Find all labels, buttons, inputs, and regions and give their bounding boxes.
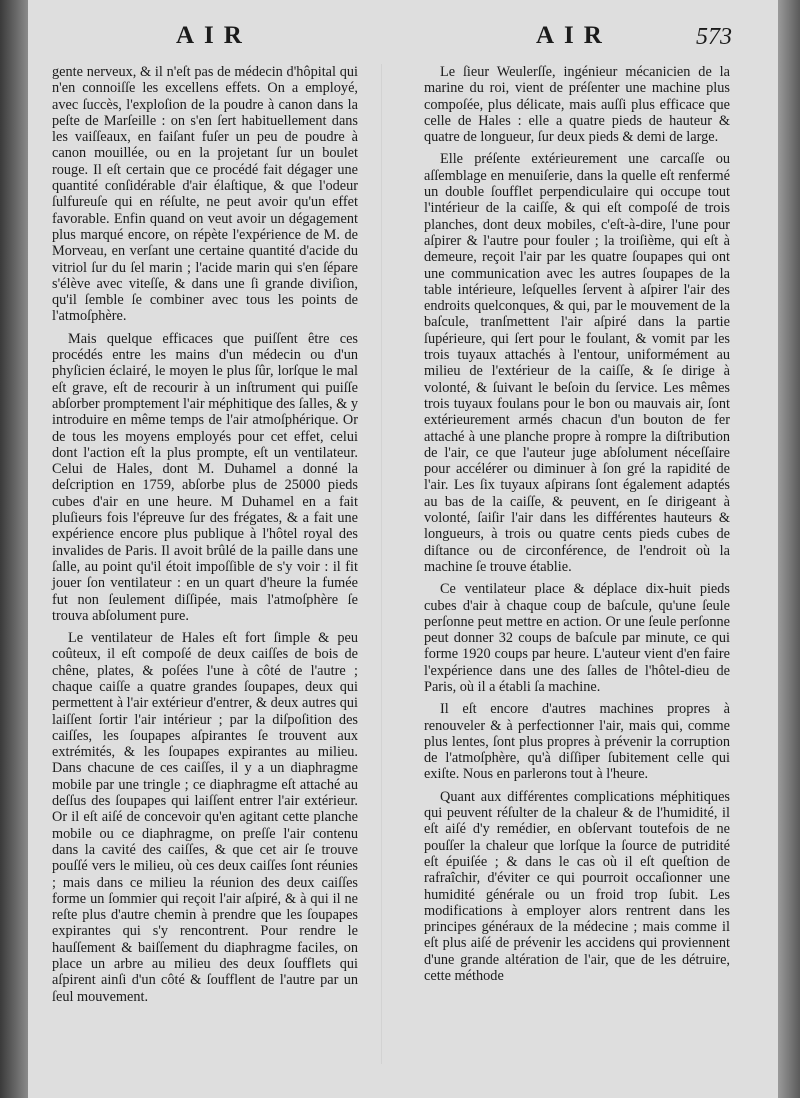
paragraph: gente nerveux, & il n'eſt pas de médecin d'hôpital qui n'en connoiſſe les excellens effets. On a employé, avec ſuccès, l'exploſion de la poudre à canon dans la peſte de Marſeille : on s'en ſert habituellement dans les vaiſſeaux, en faiſant fuſer un peu de poudre à canon mouillée, ou en la projetant ſur un boulet rouge. Il eſt certain que ce procédé fait dégager une quantité conſidérable d'air élaſtique, & que l'odeur ſulfureuſe qui en réſulte, ne peut avoir qu'un effet favorable. Enfin quand on veut avoir un dégagement plus marqué encore, on répète l'expérience de M. de Morveau, en verſant une certaine quantité d'acide du vitriol ſur du ſel marin ; l'acide marin qui s'en ſépare s'élève avec viteſſe, & dans une ſi grande diviſion, qu'il ſemble ſe combiner avec tous les points de l'atmoſphère. — [52, 64, 358, 325]
column-gutter — [381, 64, 382, 1064]
right-column — [424, 64, 730, 984]
running-head-right: AIR — [536, 22, 612, 49]
paragraph: Il eſt encore d'autres machines propres à renouveler & à perfectionner l'air, mais qui, comme plus lentes, ſont plus propres à prévenir la corruption de l'atmoſphère, qu'à diſſiper ſubitement celle qui exiſte. Nous en parlerons tout à l'heure. — [424, 701, 730, 783]
paragraph: Quant aux différentes complications méphitiques qui peuvent réſulter de la chaleur & de l'humidité, il eſt aiſé d'y remédier, en obſervant toutefois de ne pouſſer la chaleur que lorſque la ſource de putridité eſt épuiſée ; & dans le cas où il eſt queſtion de rafraîchir, d'éviter ce qui pourroit occaſionner une humidité générale ou un froid trop ſubit. Les modifications à employer alors rentrent dans les principes généraux de la médecine ; mais comme il eſt plus aiſé de prévenir les accidens qui proviennent d'une grande altération de l'air, que de les détruire, cette méthode — [424, 788, 730, 985]
left-column — [52, 64, 358, 1005]
paragraph: Le ſieur Weulerſſe, ingénieur mécanicien de la marine du roi, vient de préſenter une machine plus compoſée, plus délicate, mais auſſi plus efficace que celle de Hales : elle a quatre pieds de hauteur & quatre de longueur, ſur deux pieds & demi de large. — [424, 64, 730, 146]
paragraph: Mais quelque efficaces que puiſſent être ces procédés entre les mains d'un médecin ou d'un phyſicien éclairé, le moyen le plus ſûr, lorſque le mal eſt grave, eſt de recourir à un inſtrument qui puiſſe abſorber promptement l'air méphitique des ſalles, & y introduire en même temps de l'air atmoſphérique. Or de tous les moyens employés pour cet effet, celui dont l'action eſt la plus prompte, eſt un ventilateur. Celui de Hales, dont M. Duhamel a donné la deſcription en 1759, abſorbe plus de 25000 pieds cubes d'air en une heure. M Duhamel en a fait pluſieurs fois l'épreuve ſur des frégates, & a fait une expérience encore plus publique à l'hôtel royal des invalides de Paris. Il avoit brûlé de la paille dans une ſalle, au point qu'il étoit impoſſible de s'y voir : il fit jouer ſon ventilateur : en un quart d'heure la fumée fut non ſeulement diſſipée, mais l'atmoſphère ſe trouva abſolument pure. — [52, 330, 358, 624]
running-head-left: AIR — [176, 22, 252, 49]
book-page — [28, 0, 778, 1098]
paragraph: Le ventilateur de Hales eſt fort ſimple & peu coûteux, il eſt compoſé de deux caiſſes de bois de chêne, plates, & poſées l'une à côté de l'autre ; chaque caiſſe a quatre grandes ſoupapes, deux qui permettent à l'air extérieur d'entrer, & deux autres qui laiſſent ſortir l'air intérieur ; par la diſpoſition des caiſſes, les ſoupapes aſpirantes ſe trouvent aux extrémités, & les ſoupapes expirantes au milieu. Dans chacune de ces caiſſes, il y a un diaphragme mobile par une tringle ; ce diaphragme eſt attaché au deſſus des ſoupapes qui laiſſent entrer l'air extérieur. Or il eſt aiſé de concevoir qu'en agitant cette planche mobile ou ce diaphragme, on preſſe l'air contenu dans la cavité des caiſſes, & que cet air ſe trouve pouſſé vers le milieu, où ces deux caiſſes ſont réunies ; mais dans ce milieu la réunion des deux caiſſes forme un ſommier qui reçoit l'air aſpiré, & à qui il ne reſte plus d'autre chemin à prendre que les ſoupapes expirantes qui s'y rencontrent. Pour rendre le hauſſement & baiſſement du diaphragme faciles, on place un arbre au milieu des deux ſoufflets qui aſpirent ainſi d'un côté & ſoufflent de l'autre par un ſeul mouvement. — [52, 630, 358, 1005]
page-shadow-left — [0, 0, 28, 1098]
paragraph: Elle préſente extérieurement une carcaſſe ou aſſemblage en menuiſerie, dans la quelle eſt renfermé un double ſoufflet perpendiculaire qui occupe tout l'intérieur de la caiſſe, & qui eſt compoſé de trois planches, dont deux mobiles, c'eſt-à-dire, l'une pour aſpirer & l'autre pour fouler ; la troiſième, qui eſt à demeure, reçoit l'air par les quatre ſoupapes qui ont une communication avec les autres ſoupapes de la table intérieure, leſquelles ſervent à aſpirer l'air des endroits quelconques, & qui, par le mouvement de la baſcule, tranſmettent l'air aſpiré dans la partie ſupérieure, qui ſert pour le foulant, & vomit par les trois tuyaux attachés à l'entour, uniformément au milieu de l'extérieur de la caiſſe, & ſe dirige à volonté, & ſuivant le beſoin du ſervice. Les mêmes trois tuyaux foulans pour le bon ou mauvais air, ſont extérieurement armés chacun d'un bouton de fer attaché à une planche propre à rompre la diſtribution de l'air, ce que l'auteur juge abſolument néceſſaire pour accélérer ou diminuer à ſon gré la rapidité de l'air. Les ſix tuyaux aſpirans ſont également adaptés au bas de la caiſſe, & peuvent, en ſe dirigeant à volonté, ſaiſir l'air dans les différentes hauteurs & longueurs, à trois ou quatre cents pieds cubes de diſtance ou de circonférence, de l'endroit où la machine ſe trouve établie. — [424, 151, 730, 575]
page-shadow-right — [778, 0, 800, 1098]
page-number: 573 — [696, 24, 732, 50]
paragraph: Ce ventilateur place & déplace dix-huit pieds cubes d'air à chaque coup de baſcule, qu'une ſeule perſonne peut mettre en action. Or une ſeule perſonne peut donner 32 coups de baſcule par minute, ce qui forme 1920 coups par heure. L'auteur vient d'en faire l'expérience dans une des ſalles de l'hôtel-dieu de Paris, où il a établi ſa machine. — [424, 581, 730, 695]
